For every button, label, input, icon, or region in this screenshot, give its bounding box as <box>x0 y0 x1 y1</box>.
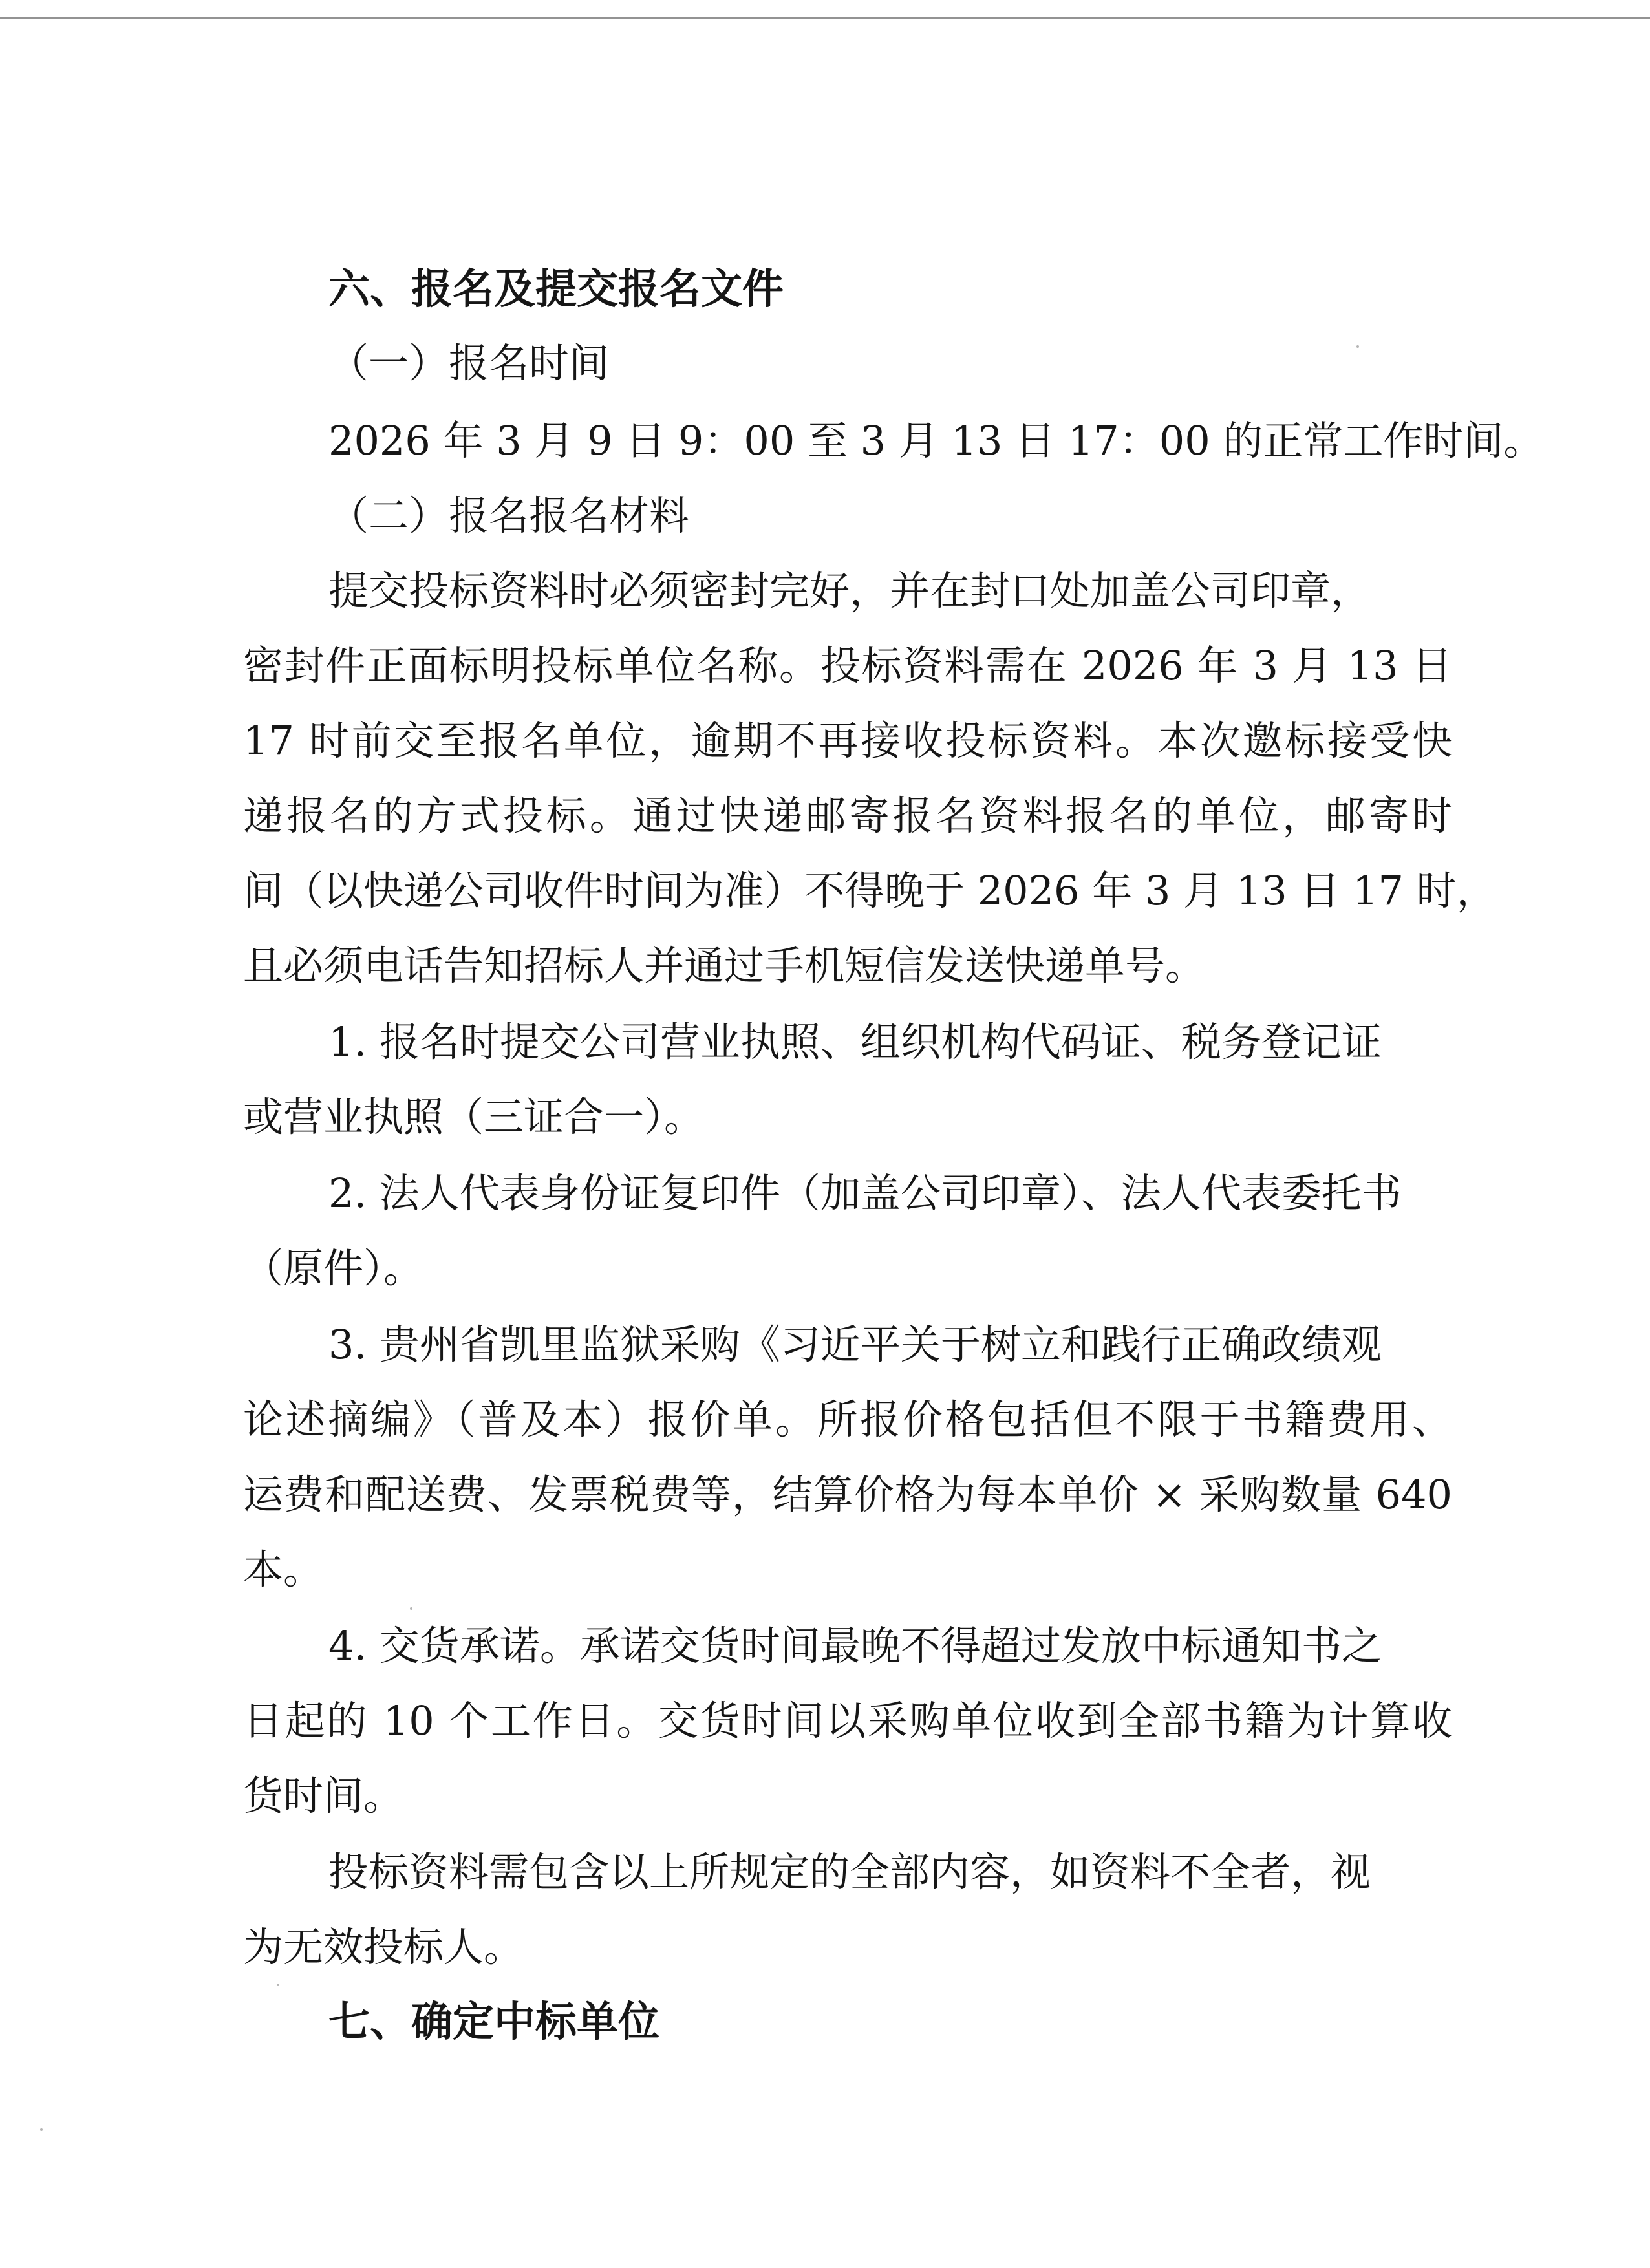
paragraph-line: 递报名的方式投标。通过快递邮寄报名资料报名的单位，邮寄时 <box>243 792 1452 839</box>
list-item-3-cont: 运费和配送费、发票税费等，结算价格为每本单价 × 采购数量 640 <box>243 1471 1452 1518</box>
list-item-4-cont: 日起的 10 个工作日。交货时间以采购单位收到全部书籍为计算收 <box>243 1697 1452 1744</box>
list-item-1: 1. 报名时提交公司营业执照、组织机构代码证、税务登记证 <box>328 1018 1382 1065</box>
list-item-4-cont: 货时间。 <box>243 1772 404 1819</box>
section-heading-6: 六、报名及提交报名文件 <box>328 266 784 314</box>
section-heading-7: 七、确定中标单位 <box>328 1998 659 2046</box>
list-item-4: 4. 交货承诺。承诺交货时间最晚不得超过发放中标通知书之 <box>328 1622 1382 1669</box>
scan-speck <box>1356 345 1359 348</box>
scan-speck <box>410 1607 412 1610</box>
scan-speck <box>40 2128 43 2131</box>
paragraph-line: 间（以快递公司收件时间为准）不得晚于 2026 年 3 月 13 日 17 时， <box>243 867 1497 914</box>
closing-paragraph: 投标资料需包含以上所规定的全部内容，如资料不全者，视 <box>328 1848 1371 1896</box>
registration-period-text: 2026 年 3 月 9 日 9：00 至 3 月 13 日 17：00 的正常工作时间。 <box>328 417 1544 464</box>
subheading-registration-materials: （二）报名报名材料 <box>328 492 690 539</box>
paragraph-line: 17 时前交至报名单位，逾期不再接收投标资料。本次邀标接受快 <box>243 717 1452 764</box>
list-item-3-cont: 论述摘编》（普及本）报价单。所报价格包括但不限于书籍费用、 <box>243 1396 1452 1443</box>
closing-paragraph-cont: 为无效投标人。 <box>243 1923 524 1971</box>
paragraph-line: 密封件正面标明投标单位名称。投标资料需在 2026 年 3 月 13 日 <box>243 642 1452 689</box>
top-edge-rule <box>0 17 1650 19</box>
list-item-3-cont: 本。 <box>243 1546 324 1593</box>
list-item-1-cont: 或营业执照（三证合一）。 <box>243 1093 705 1140</box>
subheading-registration-time: （一）报名时间 <box>328 339 610 387</box>
paragraph-line: 且必须电话告知招标人并通过手机短信发送快递单号。 <box>243 942 1206 989</box>
list-item-3: 3. 贵州省凯里监狱采购《习近平关于树立和践行正确政绩观 <box>328 1321 1382 1368</box>
list-item-2-cont: （原件）。 <box>243 1245 424 1292</box>
scan-speck <box>277 1984 279 1986</box>
paragraph-line: 提交投标资料时必须密封完好，并在封口处加盖公司印章， <box>328 567 1371 614</box>
list-item-2: 2. 法人代表身份证复印件（加盖公司印章）、法人代表委托书 <box>328 1170 1402 1217</box>
